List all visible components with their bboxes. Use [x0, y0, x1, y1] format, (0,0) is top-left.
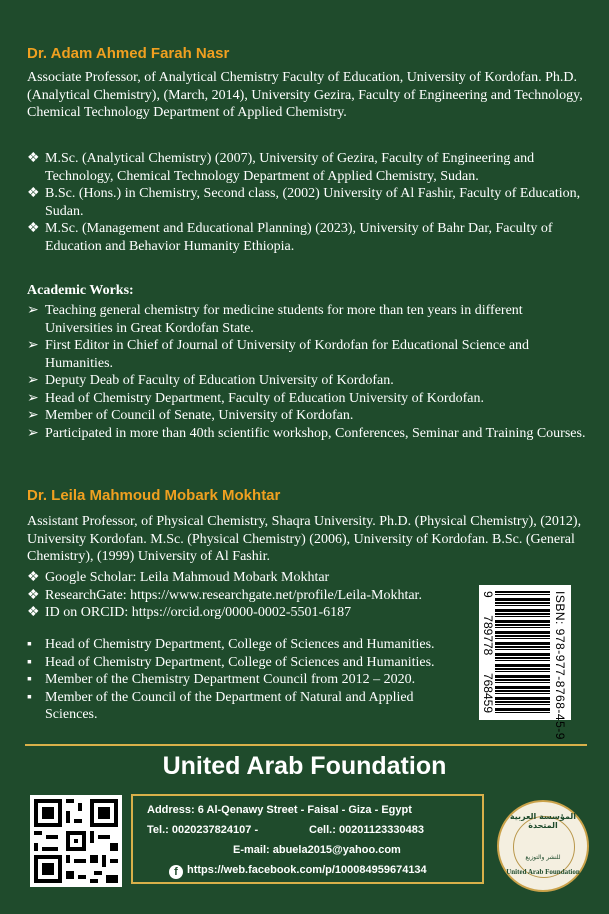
arrow-bullet-icon: ➢	[27, 338, 39, 353]
isbn-barcode	[479, 585, 571, 740]
degree-item: ❖ M.Sc. (Analytical Chemistry) (2007), University of Gezira, Faculty of Engineering and Technology, Chemical Technology Department of Applied Chemistry, Sudan.	[27, 151, 535, 184]
barcode-digit: 768459	[481, 672, 495, 713]
publisher-name: United Arab Foundation	[162, 752, 447, 780]
square-bullet-icon: ▪	[27, 672, 32, 687]
address-text: Address: 6 Al-Qenawy Street - Faisal - Giza - Egypt	[147, 804, 412, 816]
barcode-bars	[495, 591, 550, 713]
work-item: ➢ Deputy Deab of Faculty of Education University of Kordofan.	[27, 373, 394, 388]
academic-works-heading: Academic Works:	[27, 283, 134, 298]
diamond-bullet-icon: ❖	[27, 186, 40, 201]
facebook-icon: f	[169, 865, 183, 879]
barcode-digit: 9	[481, 591, 495, 598]
barcode-digits	[481, 591, 495, 713]
square-bullet-icon: ▪	[27, 689, 32, 705]
cell-text: Cell.: 00201123330483	[309, 824, 424, 836]
logo-arabic-subtext: للنشر والتوزيع	[525, 854, 561, 861]
role-item: ▪ Member of the Chemistry Department Council from 2012 – 2020.	[27, 672, 416, 687]
diamond-bullet-icon: ❖	[27, 605, 40, 620]
diamond-bullet-icon: ❖	[27, 587, 40, 603]
work-item: ➢ Member of Council of Senate, University of Kordofan.	[27, 408, 354, 423]
work-item: ➢ First Editor in Chief of Journal of University of Kordofan for Educational Science and Humanities.	[27, 338, 530, 371]
facebook-row	[169, 860, 427, 880]
degree-item: ❖ B.Sc. (Hons.) in Chemistry, Second class, (2002) University of Al Fashir, Faculty of Education, Sudan.	[27, 186, 581, 219]
divider	[25, 744, 587, 746]
author1-bio: Associate Professor, of Analytical Chemistry Faculty of Education, University of Kordofan. Ph.D. (Analytical Chemistry), (March, 2014), University Gezira, Faculty of Engineering and Technology, Chemical Technology Department of Applied Chemistry.	[27, 70, 583, 120]
role-item: ▪ Member of the Council of the Department of Natural and Applied Sciences.	[27, 689, 414, 722]
author1-name: Dr. Adam Ahmed Farah Nasr	[27, 45, 230, 62]
arrow-bullet-icon: ➢	[27, 425, 39, 441]
work-item: ➢ Head of Chemistry Department, Faculty of Education University of Kordofan.	[27, 390, 484, 406]
arrow-bullet-icon: ➢	[27, 390, 39, 406]
work-item: ➢ Teaching general chemistry for medicine students for more than ten years in different Universities in Great Kordofan State.	[27, 303, 523, 336]
role-item: ▪ Head of Chemistry Department, College of Sciences and Humanities.	[27, 637, 435, 652]
diamond-bullet-icon: ❖	[27, 221, 40, 236]
publisher-logo	[497, 800, 589, 892]
tel-text: Tel.: 0020237824107 -	[147, 824, 259, 836]
academic-works-list	[27, 302, 587, 442]
facebook-link: https://web.facebook.com/p/100084959674134	[187, 864, 427, 876]
logo-arabic-text: المؤسسة العربية المتحدة	[509, 812, 577, 830]
arrow-bullet-icon: ➢	[27, 303, 39, 318]
author1-degrees	[27, 150, 587, 255]
square-bullet-icon: ▪	[27, 637, 32, 652]
qr-code-icon	[30, 795, 122, 887]
profile-item: ❖ Google Scholar: Leila Mahmoud Mobark Mokhtar	[27, 570, 330, 585]
diamond-bullet-icon: ❖	[27, 570, 40, 585]
author2-profiles	[27, 569, 447, 622]
square-bullet-icon: ▪	[27, 654, 32, 670]
logo-english-text: United Arab Foundation	[506, 868, 580, 876]
arrow-bullet-icon: ➢	[27, 373, 39, 388]
isbn-label: ISBN: 978-977-8768-45-9	[553, 591, 567, 740]
author2-bio: Assistant Professor, of Physical Chemistry, Shaqra University. Ph.D. (Physical Chemistry), (2012), University Kordofan. M.Sc. (Physical Chemistry) (2006), University of Kordofan. B.Sc. (General Chemistry), (1999) University of Al Fashir.	[27, 514, 582, 564]
diamond-bullet-icon: ❖	[27, 151, 40, 166]
profile-item: ❖ ResearchGate: https://www.researchgate.net/profile/Leila-Mokhtar.	[27, 587, 422, 603]
role-item: ▪ Head of Chemistry Department, College of Sciences and Humanities.	[27, 654, 435, 670]
degree-item: ❖ M.Sc. (Management and Educational Planning) (2023), University of Bahr Dar, Faculty of Education and Behavior Humanity Ethiopia.	[27, 221, 553, 254]
author2-roles	[27, 636, 467, 724]
barcode-digit: 789778	[481, 615, 495, 656]
author2-name: Dr. Leila Mahmoud Mobark Mokhtar	[27, 487, 281, 504]
work-item: ➢ Participated in more than 40th scientific workshop, Conferences, Seminar and Training Courses.	[27, 425, 586, 441]
arrow-bullet-icon: ➢	[27, 408, 39, 423]
contact-box	[131, 794, 484, 884]
profile-item: ❖ ID on ORCID: https://orcid.org/0000-0002-5501-6187	[27, 605, 352, 620]
email-text: E-mail: abuela2015@yahoo.com	[233, 844, 401, 856]
